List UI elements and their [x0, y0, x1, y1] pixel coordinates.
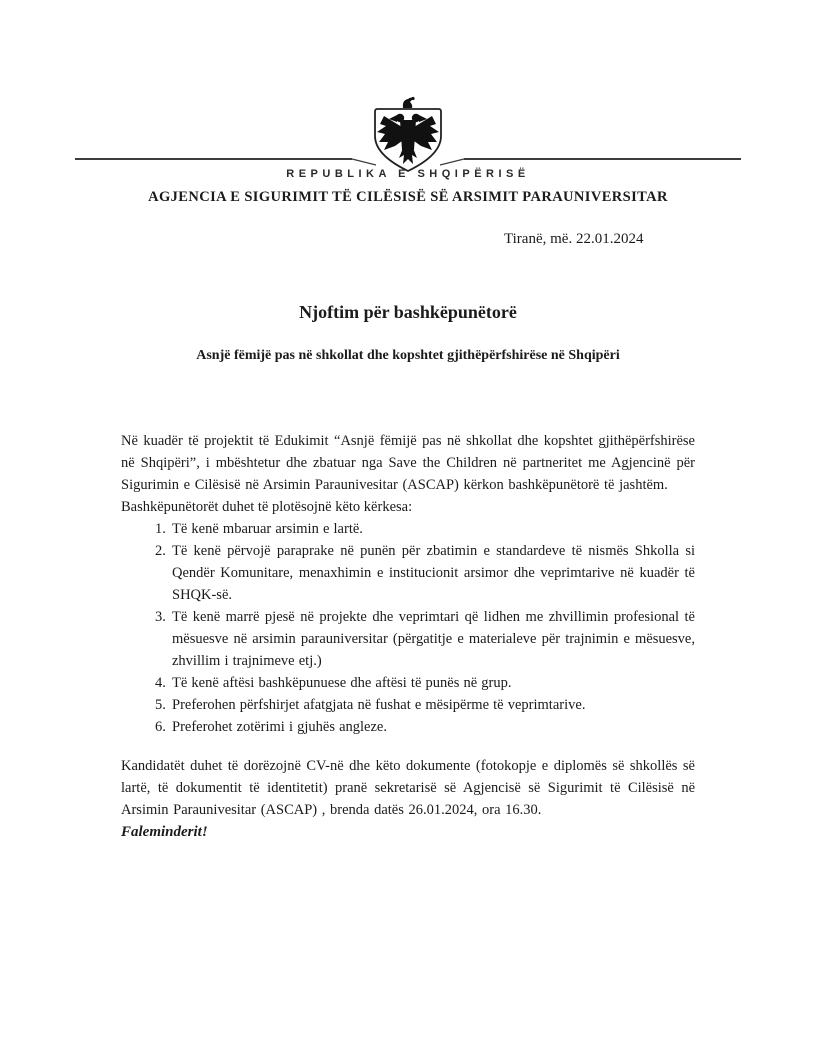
requirements-list — [121, 518, 695, 738]
requirement-item: 3. Të kenë marrë pjesë në projekte dhe veprimtari që lidhen me zhvillimin profesional të mësuesve në arsimin parauniversitar (përgatitje e materialeve për trajnimin e mësuesve, zhvillim i trajnimeve etj.) — [170, 606, 695, 672]
closing-text: Faleminderit! — [121, 824, 208, 840]
intro-paragraph: Në kuadër të projektit të Edukimit “Asnjë fëmijë pas në shkollat dhe kopshtet gjithëpërfshirëse në Shqipëri”, i mbështetur dhe zbatuar nga Save the Children në partneritet me Agjencinë për Sigurimin e Cilësisë në Arsimin Paraunivesitar (ASCAP) kërkon bashkëpunëtorë të jashtëm. — [121, 433, 695, 493]
national-emblem-icon — [0, 96, 816, 176]
submission-paragraph: Kandidatët duhet të dorëzojnë CV-në dhe këto dokumente (fotokopje e diplomës së shkollës së lartë, të dokumentit të identitetit) pranë sekretarisë së Agjencisë së Sigurimit të Cilësisë në Arsimin Paraunivesitar (ASCAP) , brenda datës 26.01.2024, ora 16.30. — [121, 758, 695, 818]
agency-name: AGJENCIA E SIGURIMIT TË CILËSISË SË ARSIMIT PARAUNIVERSITAR — [148, 189, 668, 205]
notice-subtitle: Asnjë fëmijë pas në shkollat dhe kopshtet gjithëpërfshirëse në Shqipëri — [196, 348, 620, 363]
requirement-item: 4. Të kenë aftësi bashkëpunuese dhe aftësi të punës në grup. — [170, 672, 695, 694]
requirement-item: 6. Preferohet zotërimi i gjuhës angleze. — [170, 716, 695, 738]
notice-body — [121, 430, 695, 843]
requirement-item: 2. Të kenë përvojë paraprake në punën për zbatimin e standardeve të nismës Shkolla si Qendër Komunitare, menaxhimin e institucionit arsimor dhe veprimtarive në kuadër të SHQK-së. — [170, 540, 695, 606]
requirement-item: 1. Të kenë mbaruar arsimin e lartë. — [170, 518, 695, 540]
requirement-item: 5. Preferohen përfshirjet afatgjata në fushat e mësipërme të veprimtarive. — [170, 694, 695, 716]
notice-title: Njoftim për bashkëpunëtorë — [299, 302, 517, 322]
dateline: Tiranë, më. 22.01.2024 — [504, 231, 644, 247]
skanderbeg-helmet-icon — [403, 97, 415, 108]
requirements-lead: Bashkëpunëtorët duhet të plotësojnë këto kërkesa: — [121, 499, 413, 515]
republic-name: REPUBLIKA E SHQIPËRISË — [286, 168, 530, 180]
